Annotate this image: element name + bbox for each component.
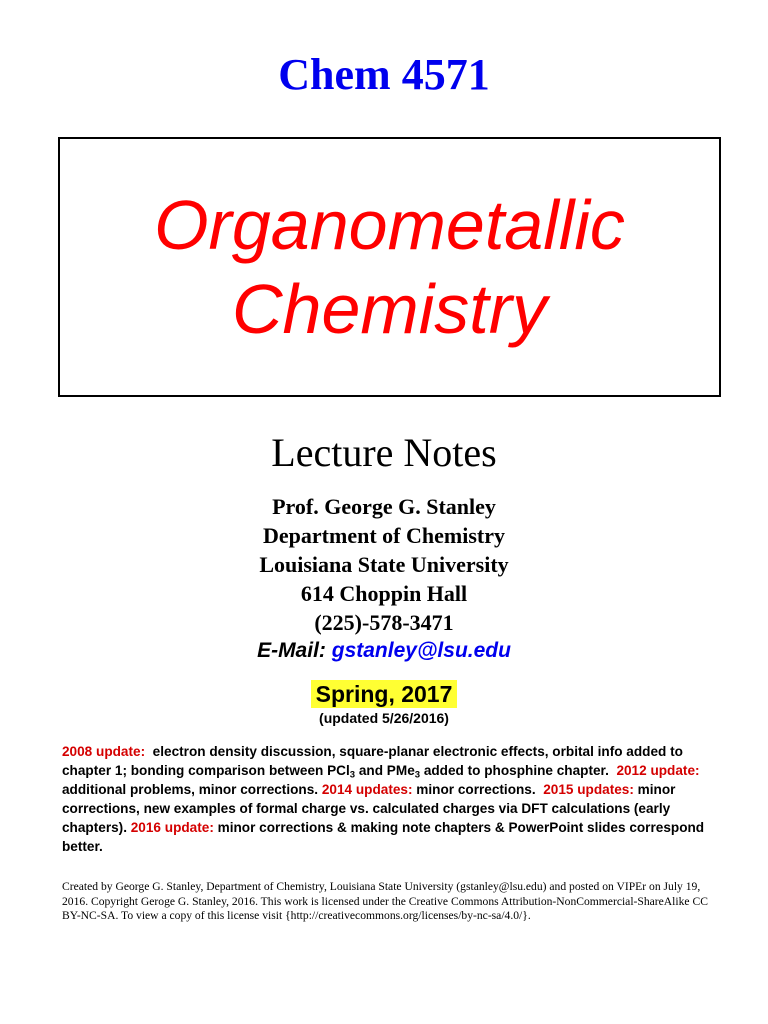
update-text-2014: minor corrections. (416, 782, 536, 797)
update-label-2015: 2015 updates: (543, 782, 634, 797)
license-footer: Created by George G. Stanley, Department of Chemistry, Louisiana State University (gstanley@lsu.edu) and posted on VIPEr on July 19, 2016. Copyright Geroge G. Stanley, 2016. This work is licensed under the Creative Commons Attribution-NonCommercial-ShareAlike CC BY-NC-SA. To view a copy of this license visit {http://creativecommons.org/licenses/by-nc-sa/4.0/}. (62, 880, 708, 922)
title-line-2: Chemistry (231, 270, 548, 348)
update-label-2012: 2012 update: (616, 763, 700, 778)
author-office: 614 Choppin Hall (300, 581, 468, 606)
semester-badge: Spring, 2017 (311, 680, 458, 708)
update-text-2012: additional problems, minor corrections. (62, 782, 319, 797)
title-line-1: Organometallic (154, 186, 625, 264)
author-department: Department of Chemistry (263, 523, 505, 548)
semester-row (0, 680, 768, 708)
email-label: E-Mail: (257, 639, 326, 662)
update-text-2016: minor corrections & making note chapters & PowerPoint slides correspond better. (62, 820, 705, 854)
author-phone: (225)-578-3471 (314, 610, 454, 635)
author-name: Prof. George G. Stanley (272, 494, 496, 519)
update-label-2016: 2016 update: (130, 820, 214, 835)
author-info (0, 492, 768, 665)
update-text-2015: minor corrections, new examples of formal charge vs. calculated charges via DFT calculations (early chapters). (62, 782, 676, 835)
update-text-2008c: added to phosphine chapter. (420, 763, 609, 778)
author-university: Louisiana State University (259, 552, 509, 577)
update-notes (62, 742, 722, 856)
update-text-2008b: and PMe (355, 763, 415, 778)
update-label-2008: 2008 update: (62, 744, 146, 759)
subscript-3a: 3 (349, 769, 356, 781)
title-box (58, 137, 721, 397)
subtitle: Lecture Notes (271, 430, 497, 475)
course-title: Chem 4571 (278, 50, 490, 99)
updated-date: (updated 5/26/2016) (319, 710, 449, 726)
email-link[interactable]: gstanley@lsu.edu (331, 639, 511, 662)
subscript-3b: 3 (414, 769, 421, 781)
update-label-2014: 2014 updates: (321, 782, 413, 797)
update-text-2008a: electron density discussion, square-planar electronic effects, orbital info added to chapter 1; bonding comparison between PCl (62, 744, 683, 778)
email-row (0, 637, 768, 665)
